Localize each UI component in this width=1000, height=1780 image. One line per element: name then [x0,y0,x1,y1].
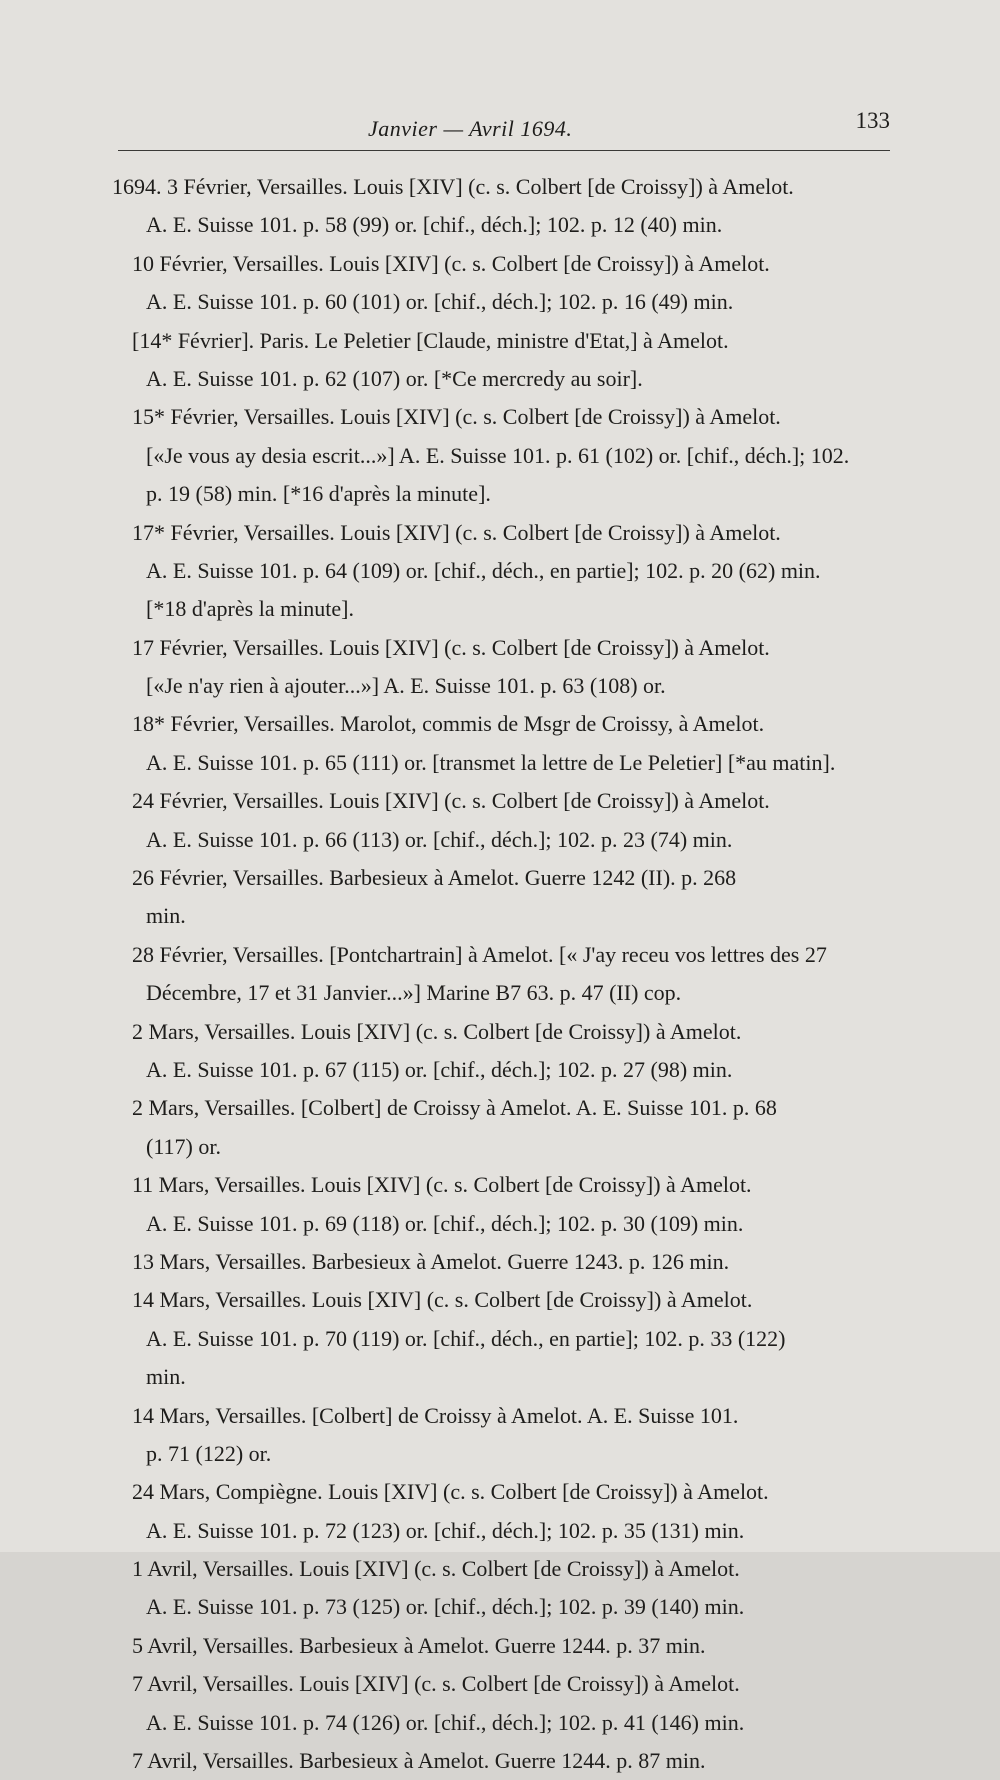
entry-line: 14 Mars, Versailles. [Colbert] de Croissy à Amelot. A. E. Suisse 101. [132,1402,739,1428]
entry-line: A. E. Suisse 101. p. 72 (123) or. [chif., déch.]; 102. p. 35 (131) min. [146,1517,745,1543]
entry-line: 1694. 3 Février, Versailles. Louis [XIV] (c. s. Colbert [de Croissy]) à Amelot. [112,174,794,199]
entry-line: Décembre, 17 et 31 Janvier...»] Marine B7 63. p. 47 (II) cop. [146,980,682,1006]
entry-line: 17 Février, Versailles. Louis [XIV] (c. s. Colbert [de Croissy]) à Amelot. [132,634,770,660]
entry-line: 14 Mars, Versailles. Louis [XIV] (c. s. Colbert [de Croissy]) à Amelot. [132,1287,753,1313]
entry-line: 24 Février, Versailles. Louis [XIV] (c. s. Colbert [de Croissy]) à Amelot. [132,788,770,814]
entry-line: 18* Février, Versailles. Marolot, commis de Msgr de Croissy, à Amelot. [132,711,765,737]
entry-line: 17* Février, Versailles. Louis [XIV] (c. s. Colbert [de Croissy]) à Amelot. [132,519,781,545]
entry-line: 1 Avril, Versailles. Louis [XIV] (c. s. Colbert [de Croissy]) à Amelot. [132,1556,740,1582]
page-number: 133 [855,108,890,133]
entry-line: 24 Mars, Compiègne. Louis [XIV] (c. s. Colbert [de Croissy]) à Amelot. [132,1479,769,1505]
entry-line: 10 Février, Versailles. Louis [XIV] (c. s. Colbert [de Croissy]) à Amelot. [132,250,770,276]
header-rule [118,150,890,151]
entry-line: [«Je vous ay desia escrit...»] A. E. Suisse 101. p. 61 (102) or. [chif., déch.]; 102. [146,442,850,468]
entry-line: p. 19 (58) min. [*16 d'après la minute]. [146,481,491,507]
entry-line: 26 Février, Versailles. Barbesieux à Amelot. Guerre 1242 (II). p. 268 [132,865,737,891]
entry-line: [«Je n'ay rien à ajouter...»] A. E. Suisse 101. p. 63 (108) or. [146,673,666,699]
entry-line: A. E. Suisse 101. p. 58 (99) or. [chif., déch.]; 102. p. 12 (40) min. [146,212,723,238]
entry-line: 7 Avril, Versailles. Barbesieux à Amelot. Guerre 1244. p. 87 min. [132,1748,706,1774]
entry-line: (117) or. [146,1133,221,1159]
entry-line: 11 Mars, Versailles. Louis [XIV] (c. s. Colbert [de Croissy]) à Amelot. [132,1172,752,1198]
entry-line: min. [146,903,186,929]
entry-line: 28 Février, Versailles. [Pontchartrain] à Amelot. [« J'ay receu vos lettres des 27 [132,941,827,967]
entry-line: 5 Avril, Versailles. Barbesieux à Amelot. Guerre 1244. p. 37 min. [132,1632,706,1658]
entry-line: A. E. Suisse 101. p. 74 (126) or. [chif., déch.]; 102. p. 41 (146) min. [146,1709,745,1735]
entry-line: [14* Février]. Paris. Le Peletier [Claude, ministre d'Etat,] à Amelot. [132,327,729,353]
entries-body [112,168,896,1780]
entry-line: 7 Avril, Versailles. Louis [XIV] (c. s. Colbert [de Croissy]) à Amelot. [132,1671,740,1697]
entry-line: 2 Mars, Versailles. [Colbert] de Croissy à Amelot. A. E. Suisse 101. p. 68 [132,1095,777,1121]
entry-line: A. E. Suisse 101. p. 69 (118) or. [chif., déch.]; 102. p. 30 (109) min. [146,1210,744,1236]
entry-line: A. E. Suisse 101. p. 60 (101) or. [chif., déch.]; 102. p. 16 (49) min. [146,289,734,315]
entry-line: [*18 d'après la minute]. [146,596,355,622]
entry-line: A. E. Suisse 101. p. 65 (111) or. [transmet la lettre de Le Peletier] [*au matin]. [146,749,836,775]
entry-line: A. E. Suisse 101. p. 66 (113) or. [chif., déch.]; 102. p. 23 (74) min. [146,826,733,852]
entry-line: 15* Février, Versailles. Louis [XIV] (c. s. Colbert [de Croissy]) à Amelot. [132,404,781,430]
entry-line: A. E. Suisse 101. p. 67 (115) or. [chif., déch.]; 102. p. 27 (98) min. [146,1056,733,1082]
entry-line: A. E. Suisse 101. p. 62 (107) or. [*Ce mercredy au soir]. [146,365,643,391]
entry-line: A. E. Suisse 101. p. 64 (109) or. [chif., déch., en partie]; 102. p. 20 (62) min. [146,557,821,583]
entry-line: 2 Mars, Versailles. Louis [XIV] (c. s. Colbert [de Croissy]) à Amelot. [132,1018,742,1044]
entry-line: A. E. Suisse 101. p. 73 (125) or. [chif., déch.]; 102. p. 39 (140) min. [146,1594,745,1620]
entry-line: min. [146,1364,186,1390]
entry-line: p. 71 (122) or. [146,1440,272,1466]
running-title: Janvier — Avril 1694. [368,116,573,141]
entry-line: 13 Mars, Versailles. Barbesieux à Amelot. Guerre 1243. p. 126 min. [132,1248,730,1274]
running-header [100,106,890,146]
entry-line: A. E. Suisse 101. p. 70 (119) or. [chif., déch., en partie]; 102. p. 33 (122) [146,1325,786,1351]
